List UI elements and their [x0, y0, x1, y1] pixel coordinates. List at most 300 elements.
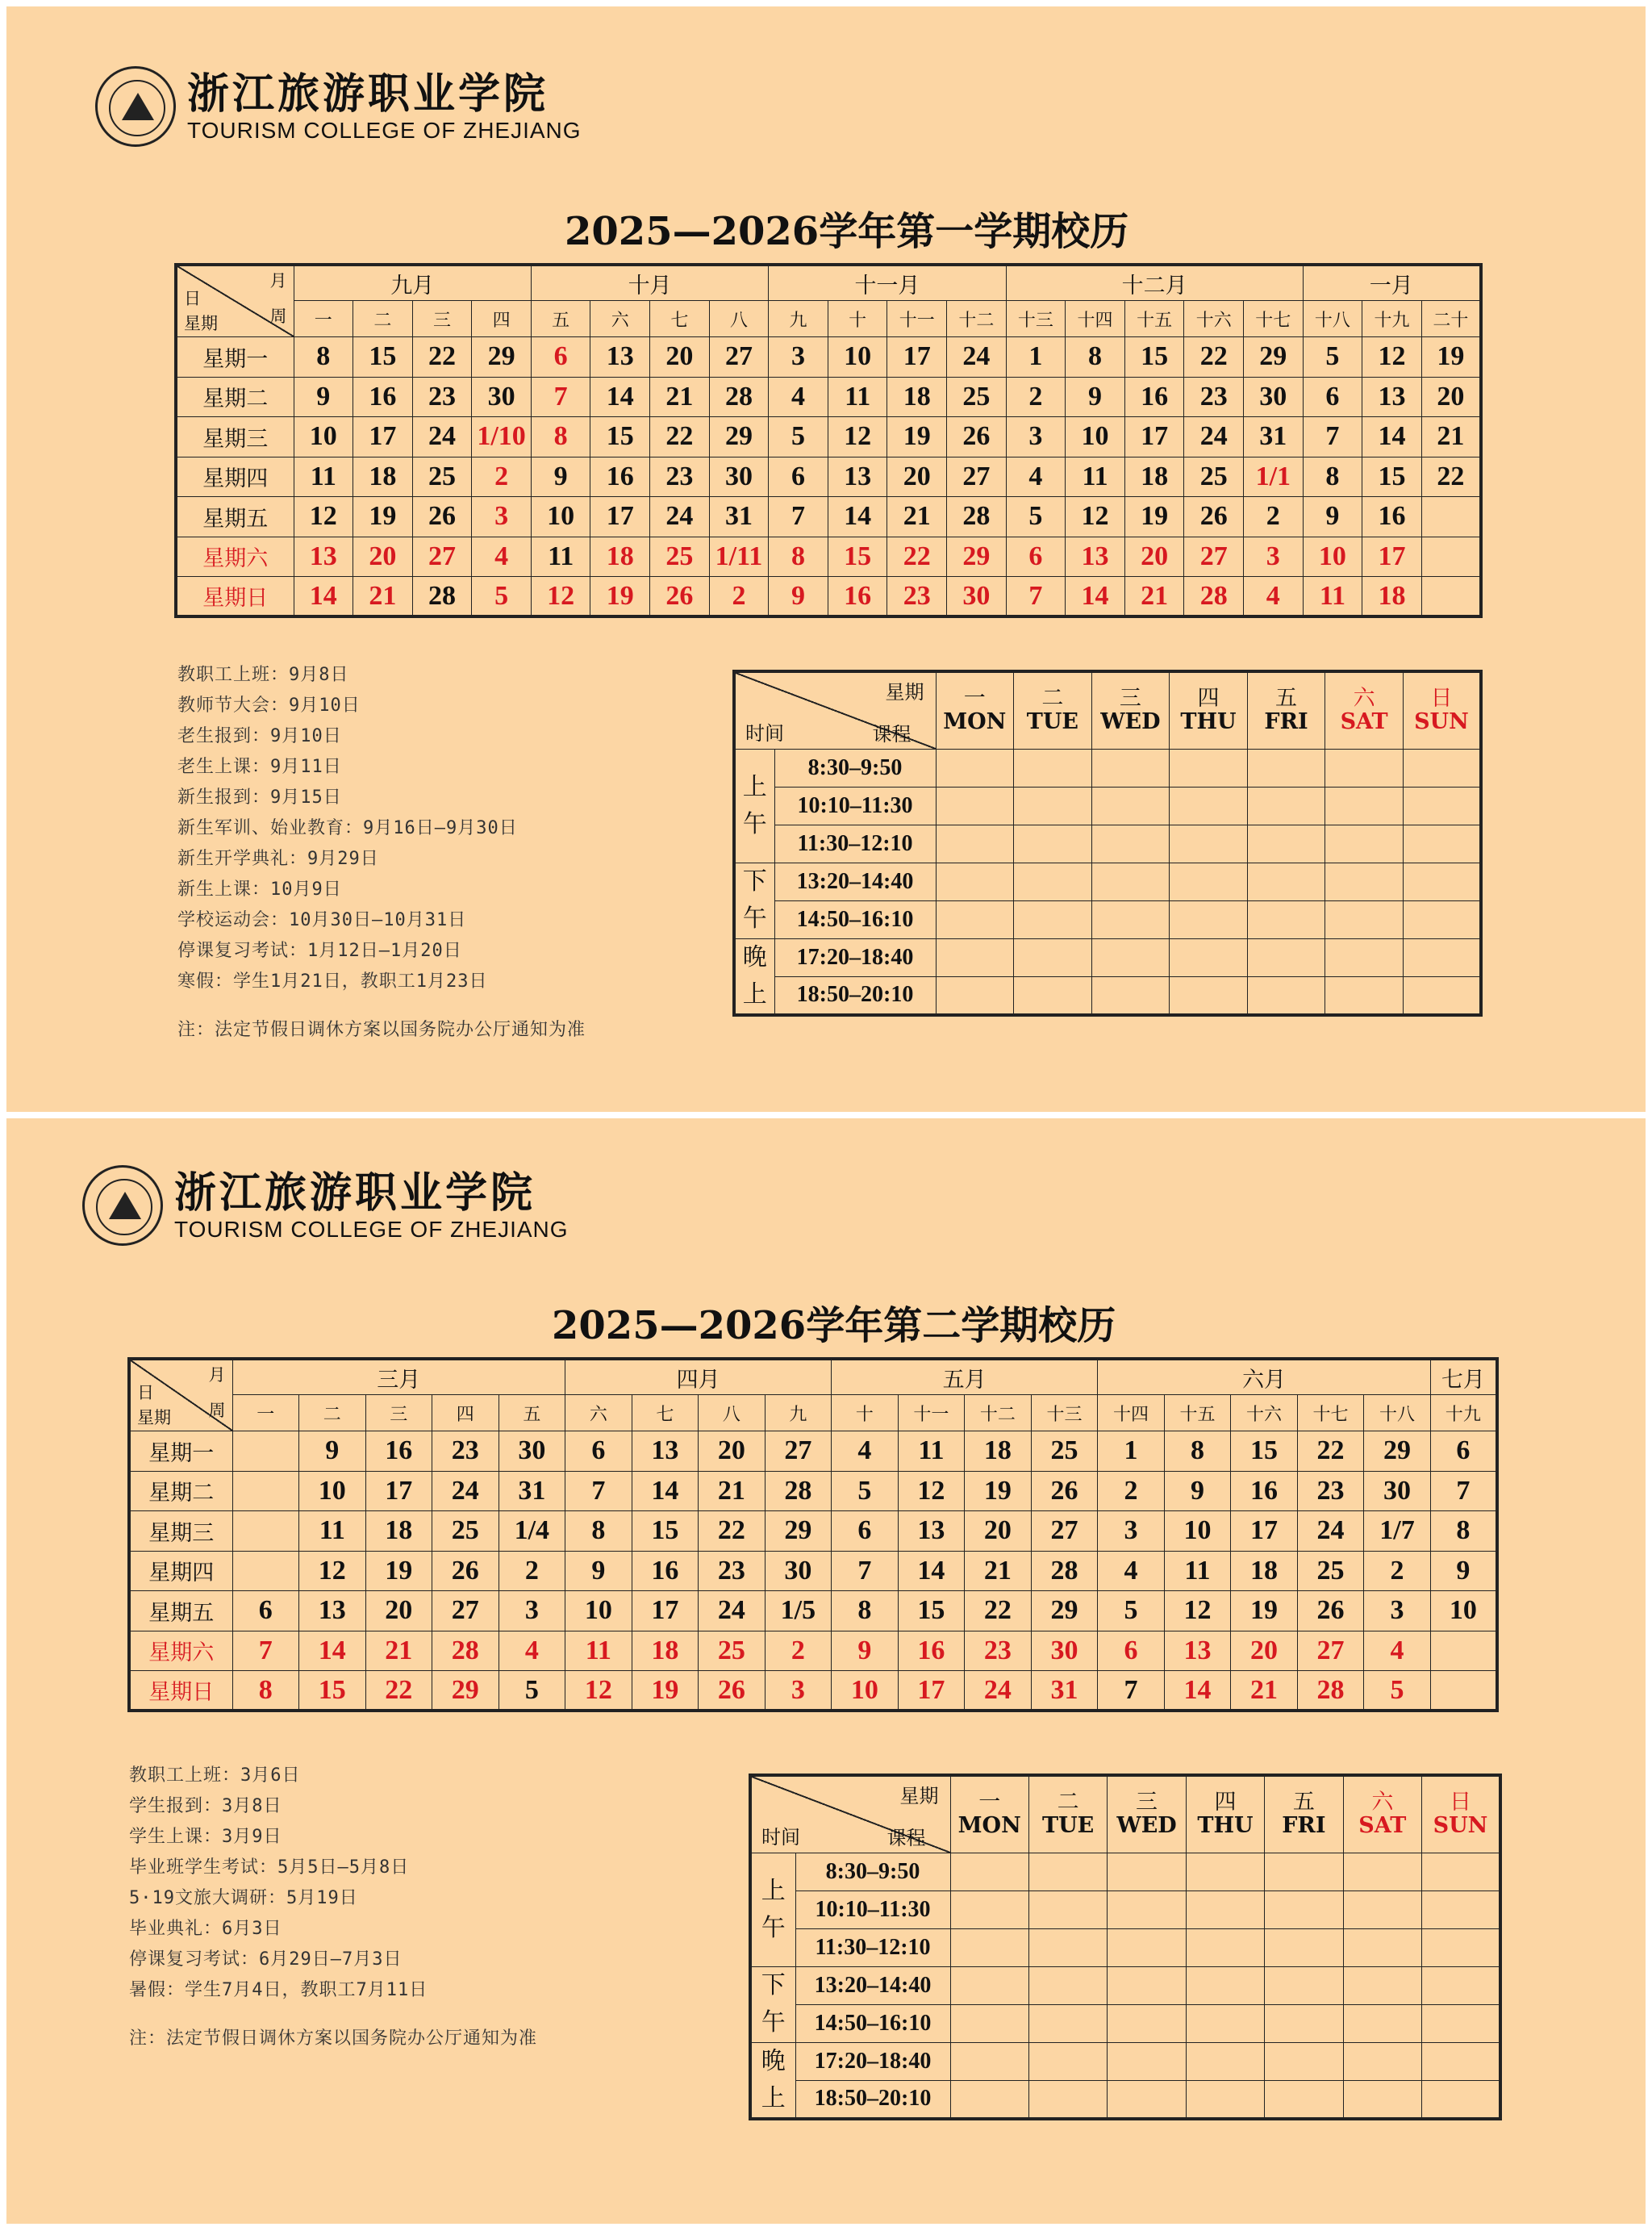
date-cell: 28: [432, 1631, 499, 1671]
timetable-day-header: [1186, 1775, 1264, 1853]
period-label: [734, 863, 774, 938]
date-cell: 23: [699, 1551, 766, 1591]
date-cell: 24: [1297, 1511, 1364, 1552]
calendar-row: [176, 377, 1481, 417]
date-cell: 4: [499, 1631, 565, 1671]
date-cell: 20: [887, 457, 947, 497]
date-cell: 24: [432, 1471, 499, 1511]
timetable-cell: [1247, 863, 1325, 900]
date-cell: 25: [1297, 1551, 1364, 1591]
date-cell: 16: [1124, 377, 1184, 417]
date-cell: 22: [965, 1591, 1032, 1631]
timetable-cell: [1343, 2080, 1421, 2118]
date-cell: 4: [1364, 1631, 1431, 1671]
date-cell: 11: [898, 1431, 965, 1472]
semester-2-timetable: [749, 1774, 1502, 2120]
date-cell: 11: [299, 1511, 366, 1552]
date-cell: 30: [709, 457, 769, 497]
timetable-cell: [1091, 749, 1170, 787]
week-number: 十八: [1364, 1395, 1431, 1431]
date-cell: 12: [565, 1671, 632, 1711]
date-cell: 1/4: [499, 1511, 565, 1552]
week-number: 八: [699, 1395, 766, 1431]
timetable-cell: [1108, 1928, 1186, 1966]
period-char: 上: [761, 1876, 786, 1905]
date-cell: [232, 1431, 299, 1472]
period-char: 下: [742, 867, 767, 896]
date-cell: 20: [699, 1431, 766, 1472]
date-cell: 14: [1362, 417, 1422, 457]
date-cell: 7: [1098, 1671, 1165, 1711]
date-cell: 25: [1031, 1431, 1098, 1472]
weekday-label: 星期六: [176, 537, 294, 577]
corner-label-weekday: 星期: [137, 1408, 171, 1427]
date-cell: 8: [769, 537, 828, 577]
date-cell: 18: [1124, 457, 1184, 497]
date-cell: 7: [1303, 417, 1362, 457]
date-cell: [1421, 537, 1481, 577]
date-cell: 24: [650, 497, 710, 537]
date-cell: 15: [1362, 457, 1422, 497]
timetable-cell: [1422, 1891, 1500, 1928]
time-slot: 11:30–12:10: [774, 825, 936, 863]
timetable-day-header: [1422, 1775, 1500, 1853]
date-cell: 3: [499, 1591, 565, 1631]
date-cell: 20: [1124, 537, 1184, 577]
date-cell: 23: [1184, 377, 1244, 417]
date-cell: 30: [947, 577, 1007, 617]
date-cell: 15: [1231, 1431, 1298, 1472]
date-cell: 24: [699, 1591, 766, 1631]
timetable-day-header: [1325, 671, 1404, 749]
date-cell: 21: [353, 577, 413, 617]
date-cell: 26: [1031, 1471, 1098, 1511]
week-number: 六: [590, 301, 650, 337]
timetable-row: [750, 1928, 1500, 1966]
date-cell: 9: [531, 457, 590, 497]
date-cell: 19: [353, 497, 413, 537]
week-number: 十六: [1231, 1395, 1298, 1431]
date-cell: 15: [590, 417, 650, 457]
date-cell: 17: [1362, 537, 1422, 577]
timetable-cell: [1170, 825, 1248, 863]
period-char: 晚: [742, 942, 767, 971]
date-cell: 2: [765, 1631, 832, 1671]
week-number: 四: [432, 1395, 499, 1431]
date-cell: 21: [365, 1631, 432, 1671]
timetable-cell: [1265, 2042, 1343, 2080]
weekday-label: 星期三: [176, 417, 294, 457]
timetable-day-header: [1028, 1775, 1107, 1853]
date-cell: 9: [1066, 377, 1125, 417]
week-number: 八: [709, 301, 769, 337]
date-cell: 28: [1184, 577, 1244, 617]
date-cell: 18: [632, 1631, 699, 1671]
timetable-row: [750, 2042, 1500, 2080]
date-cell: 6: [232, 1591, 299, 1631]
timetable-row: [734, 900, 1481, 938]
date-cell: 16: [1362, 497, 1422, 537]
date-cell: 9: [832, 1631, 899, 1671]
timetable-cell: [1170, 900, 1248, 938]
date-cell: 1/5: [765, 1591, 832, 1631]
date-cell: 19: [590, 577, 650, 617]
tt-corner-label-weekday: 星期: [899, 1785, 939, 1807]
month-header: 三月: [232, 1359, 565, 1395]
period-char: 午: [761, 1913, 786, 1942]
timetable-cell: [1091, 976, 1170, 1014]
day-cn: 日: [1450, 1789, 1472, 1815]
time-slot: 17:20–18:40: [774, 938, 936, 976]
date-cell: 5: [499, 1671, 565, 1711]
date-cell: 7: [1430, 1471, 1497, 1511]
date-cell: 28: [765, 1471, 832, 1511]
date-cell: 29: [765, 1511, 832, 1552]
date-cell: 11: [828, 377, 887, 417]
schedule-note: 寒假：学生1月21日，教职工1月23日: [177, 971, 488, 992]
calendar-row: [176, 497, 1481, 537]
date-cell: 26: [432, 1551, 499, 1591]
timetable-cell: [1403, 900, 1481, 938]
date-cell: 3: [1244, 537, 1304, 577]
time-slot: 13:20–14:40: [795, 1966, 950, 2004]
date-cell: 8: [531, 417, 590, 457]
week-number: 七: [650, 301, 710, 337]
calendar-row: [129, 1631, 1497, 1671]
date-cell: 20: [365, 1591, 432, 1631]
timetable-cell: [1247, 900, 1325, 938]
week-number: 十六: [1184, 301, 1244, 337]
date-cell: 22: [365, 1671, 432, 1711]
date-cell: 27: [1184, 537, 1244, 577]
date-cell: 1/7: [1364, 1511, 1431, 1552]
timetable-cell: [1028, 1966, 1107, 2004]
week-number: 十五: [1164, 1395, 1231, 1431]
semester-1-title: 2025—2026学年第一学期校历: [565, 209, 1129, 254]
date-cell: 7: [769, 497, 828, 537]
timetable-cell: [1170, 749, 1248, 787]
date-cell: 14: [590, 377, 650, 417]
date-cell: 14: [898, 1551, 965, 1591]
date-cell: [232, 1511, 299, 1552]
schedule-note: 毕业典礼：6月3日: [129, 1919, 282, 1939]
date-cell: 18: [590, 537, 650, 577]
timetable-cell: [1247, 825, 1325, 863]
week-number: 三: [365, 1395, 432, 1431]
timetable-cell: [936, 787, 1014, 825]
date-cell: 25: [947, 377, 1007, 417]
timetable-cell: [1014, 749, 1092, 787]
timetable-cell: [1091, 863, 1170, 900]
date-cell: 7: [531, 377, 590, 417]
date-cell: 7: [565, 1471, 632, 1511]
schedule-note: 老生上课：9月11日: [177, 757, 342, 777]
weekday-label: 星期五: [176, 497, 294, 537]
timetable-cell: [936, 900, 1014, 938]
date-cell: 9: [299, 1431, 366, 1472]
date-cell: 17: [898, 1671, 965, 1711]
date-cell: 1: [1098, 1431, 1165, 1472]
timetable-cell: [1028, 1853, 1107, 1891]
timetable-cell: [1325, 825, 1404, 863]
date-cell: 30: [472, 377, 532, 417]
timetable-row: [750, 2004, 1500, 2042]
date-cell: 22: [887, 537, 947, 577]
date-cell: 14: [294, 577, 353, 617]
date-cell: 16: [1231, 1471, 1298, 1511]
schedule-note: 学生上课：3月9日: [129, 1827, 282, 1847]
date-cell: 4: [1006, 457, 1066, 497]
timetable-cell: [1422, 1853, 1500, 1891]
timetable-cell: [1247, 938, 1325, 976]
date-cell: 31: [1244, 417, 1304, 457]
timetable-cell: [1014, 787, 1092, 825]
date-cell: 21: [699, 1471, 766, 1511]
semester-2-title: 2025—2026学年第二学期校历: [552, 1303, 1116, 1348]
date-cell: 21: [650, 377, 710, 417]
date-cell: 6: [1098, 1631, 1165, 1671]
month-header: 四月: [565, 1359, 832, 1395]
calendar-row: [176, 337, 1481, 378]
date-cell: 21: [1421, 417, 1481, 457]
date-cell: 22: [699, 1511, 766, 1552]
timetable-corner-header: [734, 671, 936, 749]
date-cell: 29: [709, 417, 769, 457]
date-cell: 31: [499, 1471, 565, 1511]
week-number: 十二: [947, 301, 1007, 337]
college-name-cn: 浙江旅游职业学院: [174, 1168, 536, 1218]
timetable-row: [750, 2080, 1500, 2118]
day-en: TUE: [1026, 708, 1078, 734]
date-cell: 12: [299, 1551, 366, 1591]
timetable-cell: [1422, 2080, 1500, 2118]
calendar-row: [129, 1591, 1497, 1631]
date-cell: 10: [1164, 1511, 1231, 1552]
month-header: 十月: [531, 265, 768, 301]
tt-corner-label-course: 课程: [886, 1827, 926, 1849]
calendar-row: [176, 417, 1481, 457]
day-cn: 五: [1292, 1789, 1315, 1815]
date-cell: 15: [632, 1511, 699, 1552]
day-cn: 四: [1214, 1789, 1237, 1815]
week-number: 十一: [887, 301, 947, 337]
time-slot: 17:20–18:40: [795, 2042, 950, 2080]
date-cell: 4: [1244, 577, 1304, 617]
college-logo: [95, 66, 582, 147]
week-number: 九: [765, 1395, 832, 1431]
corner-label-week: 周: [269, 307, 287, 326]
timetable-cell: [1091, 825, 1170, 863]
college-seal-icon: [95, 66, 176, 147]
day-cn: 一: [963, 685, 986, 711]
date-cell: 17: [353, 417, 413, 457]
timetable-cell: [1170, 863, 1248, 900]
date-cell: 21: [1124, 577, 1184, 617]
day-cn: 日: [1430, 685, 1453, 711]
date-cell: 27: [765, 1431, 832, 1472]
day-cn: 二: [1057, 1789, 1079, 1815]
week-number: 三: [412, 301, 472, 337]
period-char: 午: [742, 809, 767, 838]
date-cell: 22: [1184, 337, 1244, 378]
timetable-cell: [1170, 938, 1248, 976]
timetable-cell: [1108, 1966, 1186, 2004]
date-cell: 2: [1244, 497, 1304, 537]
date-cell: 19: [1124, 497, 1184, 537]
date-cell: 6: [769, 457, 828, 497]
timetable-cell: [1014, 976, 1092, 1014]
timetable-cell: [1247, 787, 1325, 825]
timetable-cell: [1091, 787, 1170, 825]
date-cell: [1421, 577, 1481, 617]
date-cell: 26: [412, 497, 472, 537]
date-cell: 9: [565, 1551, 632, 1591]
week-number: 十九: [1362, 301, 1422, 337]
date-cell: 18: [1362, 577, 1422, 617]
timetable-row: [734, 749, 1481, 787]
date-cell: 7: [232, 1631, 299, 1671]
date-cell: 20: [1231, 1631, 1298, 1671]
timetable-cell: [936, 825, 1014, 863]
date-cell: 19: [632, 1671, 699, 1711]
date-cell: 26: [699, 1671, 766, 1711]
corner-label-month: 月: [269, 271, 287, 290]
timetable-row: [734, 787, 1481, 825]
date-cell: 30: [499, 1431, 565, 1472]
date-cell: 16: [365, 1431, 432, 1472]
date-cell: 10: [294, 417, 353, 457]
timetable-cell: [1108, 2042, 1186, 2080]
date-cell: 21: [887, 497, 947, 537]
schedule-note: 教职工上班：3月6日: [129, 1765, 301, 1786]
date-cell: 26: [650, 577, 710, 617]
time-slot: 18:50–20:10: [795, 2080, 950, 2118]
weekday-label: 星期一: [176, 337, 294, 378]
date-cell: 8: [565, 1511, 632, 1552]
date-cell: 18: [887, 377, 947, 417]
calendar-row: [129, 1511, 1497, 1552]
date-cell: 8: [832, 1591, 899, 1631]
date-cell: 17: [590, 497, 650, 537]
timetable-cell: [1247, 749, 1325, 787]
timetable-cell: [936, 938, 1014, 976]
timetable-cell: [1247, 976, 1325, 1014]
timetable-cell: [1170, 976, 1248, 1014]
college-name-cn: 浙江旅游职业学院: [187, 69, 549, 119]
timetable-cell: [1265, 2004, 1343, 2042]
date-cell: 21: [1231, 1671, 1298, 1711]
date-cell: 19: [887, 417, 947, 457]
date-cell: 14: [1164, 1671, 1231, 1711]
timetable-cell: [1028, 1928, 1107, 1966]
day-en: FRI: [1264, 708, 1308, 734]
date-cell: 10: [828, 337, 887, 378]
timetable-cell: [1186, 1966, 1264, 2004]
date-cell: 28: [412, 577, 472, 617]
timetable-cell: [1108, 1853, 1186, 1891]
date-cell: 5: [472, 577, 532, 617]
date-cell: [1430, 1631, 1497, 1671]
calendar-row: [176, 577, 1481, 617]
schedule-note: 新生报到：9月15日: [177, 788, 342, 808]
date-cell: 8: [1066, 337, 1125, 378]
weekday-label: 星期日: [129, 1671, 232, 1711]
timetable-cell: [1014, 825, 1092, 863]
time-slot: 10:10–11:30: [774, 787, 936, 825]
date-cell: 17: [1231, 1511, 1298, 1552]
date-cell: [232, 1471, 299, 1511]
date-cell: 19: [965, 1471, 1032, 1511]
timetable-cell: [1422, 1966, 1500, 2004]
timetable-cell: [1403, 787, 1481, 825]
schedule-note: 毕业班学生考试：5月5日–5月8日: [129, 1857, 410, 1878]
date-cell: 29: [472, 337, 532, 378]
timetable-corner-header: [750, 1775, 950, 1853]
date-cell: 8: [1430, 1511, 1497, 1552]
weekday-label: 星期三: [129, 1511, 232, 1552]
date-cell: 14: [632, 1471, 699, 1511]
week-number: 五: [499, 1395, 565, 1431]
date-cell: 5: [1098, 1591, 1165, 1631]
month-header: 六月: [1098, 1359, 1431, 1395]
date-cell: 29: [1244, 337, 1304, 378]
timetable-day-header: [1403, 671, 1481, 749]
timetable-row: [734, 938, 1481, 976]
semester-2-panel: [6, 1118, 1646, 2224]
date-cell: 20: [650, 337, 710, 378]
timetable-cell: [1265, 1853, 1343, 1891]
date-cell: 30: [1031, 1631, 1098, 1671]
date-cell: 15: [828, 537, 887, 577]
day-en: FRI: [1282, 1812, 1326, 1838]
timetable-row: [734, 976, 1481, 1014]
week-number: 四: [472, 301, 532, 337]
date-cell: 8: [1303, 457, 1362, 497]
date-cell: 10: [1430, 1591, 1497, 1631]
date-cell: 11: [565, 1631, 632, 1671]
date-cell: 2: [499, 1551, 565, 1591]
date-cell: 20: [353, 537, 413, 577]
date-cell: 20: [1421, 377, 1481, 417]
week-number: 十四: [1066, 301, 1125, 337]
date-cell: 2: [1098, 1471, 1165, 1511]
date-cell: 15: [1124, 337, 1184, 378]
calendar-row: [129, 1471, 1497, 1511]
period-char: 晚: [761, 2046, 786, 2075]
time-slot: 13:20–14:40: [774, 863, 936, 900]
timetable-cell: [1343, 2004, 1421, 2042]
period-char: 上: [742, 772, 767, 801]
week-number: 五: [531, 301, 590, 337]
weekday-label: 星期二: [129, 1471, 232, 1511]
period-label: [734, 938, 774, 1015]
timetable-cell: [950, 1891, 1028, 1928]
timetable-cell: [1091, 938, 1170, 976]
date-cell: 22: [1421, 457, 1481, 497]
date-cell: 12: [898, 1471, 965, 1511]
date-cell: 30: [765, 1551, 832, 1591]
date-cell: 28: [709, 377, 769, 417]
date-cell: 5: [1303, 337, 1362, 378]
timetable-row: [734, 863, 1481, 900]
timetable-day-header: [1014, 671, 1092, 749]
timetable-cell: [1325, 787, 1404, 825]
timetable-day-header: [1343, 1775, 1421, 1853]
week-number: 十: [828, 301, 887, 337]
date-cell: 7: [832, 1551, 899, 1591]
month-header: 五月: [832, 1359, 1098, 1395]
weekday-label: 星期四: [176, 457, 294, 497]
